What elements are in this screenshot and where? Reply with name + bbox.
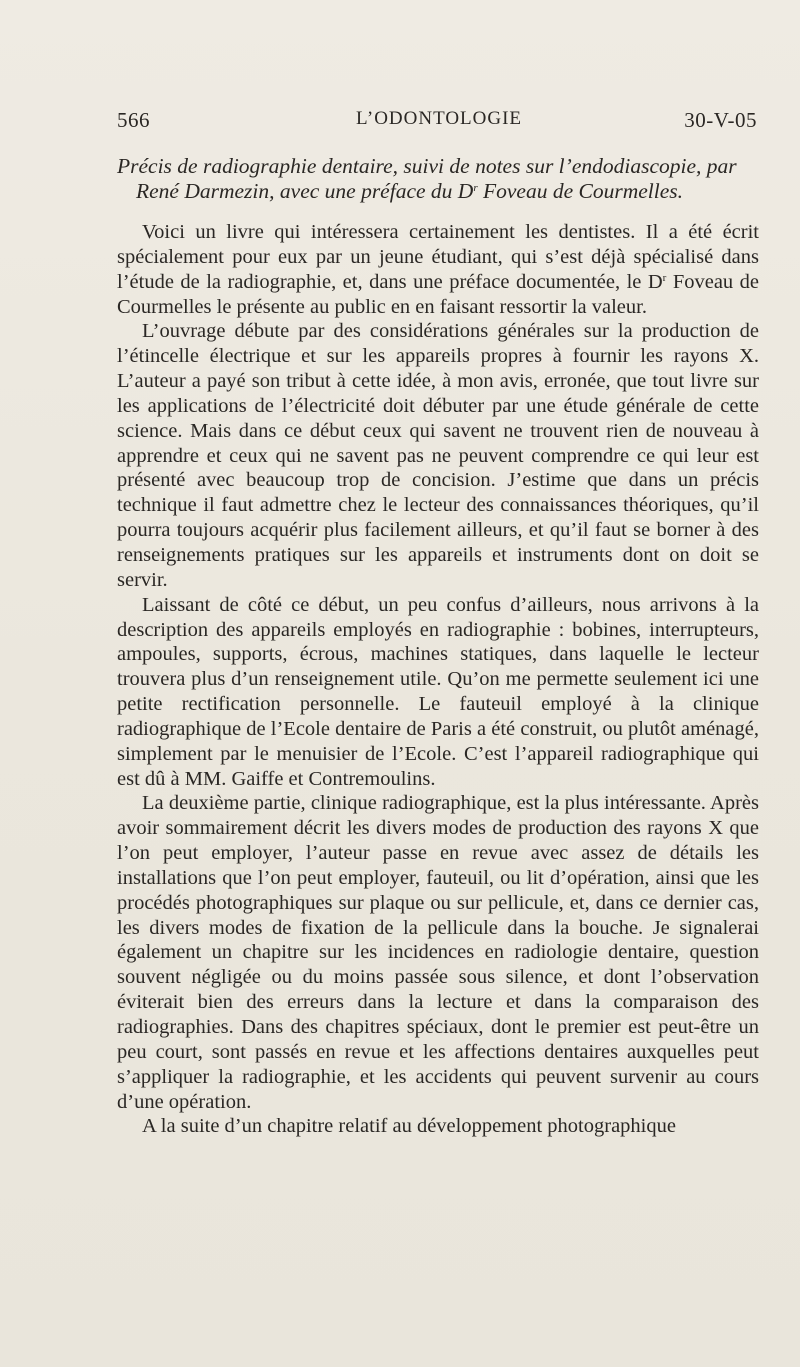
paragraph-3: Laissant de côté ce début, un peu confus d’ailleurs, nous arrivons à la description des appareils employés en radiographie : bobines, interrupteurs, ampoules, supports, écrous, machines statiques, dans laquelle le lecteur trouvera plus d’un renseignement utile. Qu’on me permette seulement ici une petite rectification personnelle. Le fauteuil employé à la clinique radiographique de l’Ecole dentaire de Paris a été construit, ou plutôt aménagé, simplement par le menuisier de l’Ecole. C’est l’appareil radiographique qui est dû à MM. Gaiffe et Contremoulins. <box>117 593 759 790</box>
paragraph-5: A la suite d’un chapitre relatif au développement photographique <box>142 1115 676 1138</box>
citation-preface-author: Foveau de Courmelles. <box>477 179 684 203</box>
issue-date: 30-V-05 <box>684 108 757 132</box>
citation-author: René Darmezin, avec une préface du D <box>136 179 474 203</box>
running-header <box>117 108 757 138</box>
paragraph-2: L’ouvrage débute par des considérations générales sur la production de l’étincelle électrique et sur les appareils propres à fournir les rayons X. L’auteur a payé son tribut à cette idée, à mon avis, erronée, que tout livre sur les applications de l’électricité doit débuter par une étude générale de cette science. Mais dans ce début ceux qui savent ne trouvent rien de nouveau à apprendre et ceux qui ne savent pas ne peuvent comprendre ce qui leur est présenté avec beaucoup trop de concision. J’estime que dans un précis technique il faut admettre chez le lecteur des connaissances théoriques, qu’il pourra toujours acquérir plus facilement ailleurs, et qu’il faut se borner à des renseignements pratiques sur les appareils et instruments dont on doit se servir. <box>117 320 759 591</box>
page-number: 566 <box>117 108 150 132</box>
review-body <box>117 220 759 1139</box>
citation-superscript: r <box>473 182 478 194</box>
citation-line-1: Précis de radiographie dentaire, suivi de notes sur l’endodiascopie, par <box>117 154 737 178</box>
paragraph-1-superscript: r <box>662 271 667 284</box>
paragraph-4: La deuxième partie, clinique radiographique, est la plus intéressante. Après avoir sommairement décrit les divers modes de production des rayons X que l’on peut employer, l’auteur passe en revue avec assez de détails les installations que l’on peut employer, fauteuil, ou lit d’opération, ainsi que les procédés photographiques sur plaque ou sur pellicule, et, dans ce dernier cas, les divers modes de fixation de la pellicule dans la bouche. Je signalerai également un chapitre sur les incidences en radiologie dentaire, question souvent négligée ou du moins passée sous silence, et dont l’observation éviterait bien des erreurs dans la lecture et dans la comparaison des radiographies. Dans des chapitres spéciaux, dont le premier est peut-être un peu court, sont passés en revue et les affections dentaires auxquelles peut s’appliquer la radiographie, et les accidents qui peuvent survenir au cours d’une opération. <box>117 792 759 1113</box>
citation-line-2 <box>117 179 757 204</box>
paragraph-1-text-a: Voici un livre qui intéressera certainement les dentistes. Il a été écrit spécialement pour eux par un jeune étudiant, qui s’est déjà spécialisé dans l’étude de la radiographie, et, dans une préface documentée, le D <box>117 221 759 293</box>
book-citation <box>117 154 757 204</box>
paragraph-1-text-b: Foveau de Courmelles le présente au public en en faisant ressortir la valeur. <box>117 270 759 318</box>
paragraph-1 <box>117 220 759 319</box>
journal-title: L’ODONTOLOGIE <box>356 108 523 129</box>
